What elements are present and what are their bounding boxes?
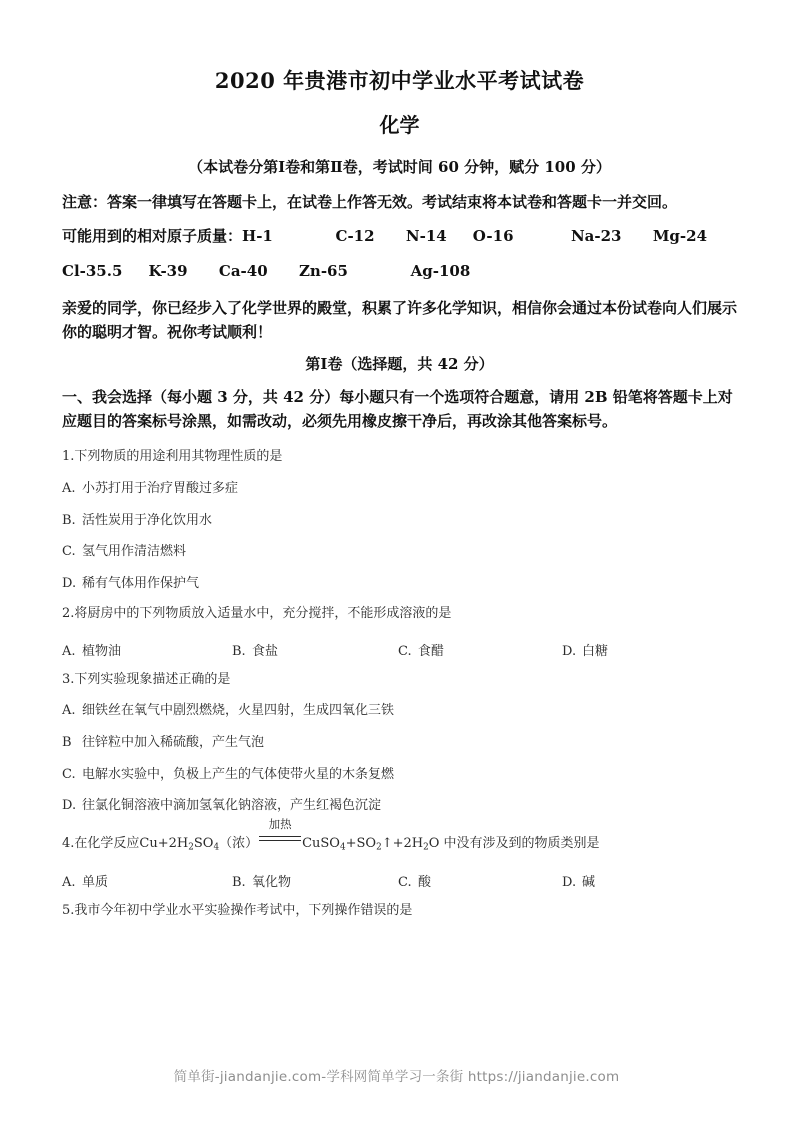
option-item[interactable] [562, 871, 595, 890]
notice-text: 注意：答案一律填写在答题卡上，在试卷上作答无效。考试结束将本试卷和答题卡一并交回。 [62, 193, 678, 212]
option-letter: C. [398, 874, 412, 890]
option-item[interactable] [62, 798, 737, 814]
option-list [62, 703, 737, 813]
option-item[interactable] [62, 703, 737, 719]
option-item[interactable] [62, 640, 121, 659]
option-letter: D. [562, 643, 577, 659]
option-item[interactable] [232, 871, 291, 890]
option-letter: D. [62, 575, 77, 591]
option-item[interactable] [398, 871, 431, 890]
page-title: 2020 年贵港市初中学业水平考试试卷 [214, 68, 585, 93]
option-text: 酸 [418, 874, 432, 890]
option-letter: B. [62, 512, 76, 528]
option-text: 稀有气体用作保护气 [82, 575, 200, 591]
option-text: 往锌粒中加入稀硫酸，产生气泡 [82, 735, 265, 751]
option-letter: C. [398, 643, 412, 659]
option-letter: B. [232, 874, 246, 890]
option-text: 小苏打用于治疗胃酸过多症 [82, 480, 239, 496]
option-item[interactable] [62, 544, 737, 560]
question-stem-with-equation [62, 816, 737, 853]
option-item[interactable] [62, 735, 737, 751]
section-heading: 第Ⅰ卷（选择题，共 42 分） [305, 354, 494, 373]
question-stem: 5.我市今年初中学业水平实验操作考试中，下列操作错误的是 [62, 902, 413, 918]
option-text: 氢气用作清洁燃料 [82, 544, 187, 560]
atomic-mass-label: 可能用到的相对原子质量： [62, 227, 243, 246]
option-letter: A. [62, 480, 76, 496]
equation-bar-top [259, 836, 301, 838]
option-letter: B [62, 735, 72, 751]
option-text: 氧化物 [252, 874, 292, 890]
atomic-mass-values-1: H-1 C-12 N-14 O-16 Na-23 Mg-24 [242, 227, 708, 246]
option-text: 白糖 [582, 643, 609, 659]
equation-products: $CuSO_4+SO_2↑+2H_2O$ [302, 835, 440, 853]
option-item[interactable] [62, 513, 737, 529]
option-letter: D. [62, 798, 77, 814]
option-item[interactable] [62, 871, 108, 890]
option-letter: D. [562, 874, 577, 890]
option-item[interactable] [62, 576, 737, 592]
equation-reactants: $Cu+2H_2SO_4$（浓） [139, 835, 259, 853]
page-content [62, 0, 737, 919]
option-text: 往氯化铜溶液中滴加氢氧化钠溶液，产生红褐色沉淀 [82, 798, 382, 814]
option-text: 食盐 [252, 643, 279, 659]
section-instructions: 一、我会选择（每小题 3 分，共 42 分）每小题只有一个选项符合题意，请用 2B 铅笔将答题卡上对应题目的答案标号涂黑，如需改动，必须先用橡皮擦干净后，再改涂其他答案标号。 [62, 387, 733, 431]
option-list [62, 481, 737, 591]
equation-bar-bottom [259, 840, 301, 842]
option-text: 植物油 [82, 643, 122, 659]
question-suffix: 中没有涉及到的物质类别是 [443, 835, 600, 851]
reaction-condition-label: 加热 [268, 816, 292, 831]
atomic-mass-line-1 [62, 228, 737, 245]
option-letter: A. [62, 874, 76, 890]
option-letter: C. [62, 544, 76, 560]
option-text: 活性炭用于净化饮用水 [82, 512, 213, 528]
option-text: 单质 [82, 874, 109, 890]
option-item[interactable] [232, 640, 278, 659]
reaction-condition-arrow-icon [259, 816, 301, 847]
option-item[interactable] [62, 481, 737, 497]
footer-watermark: 简单街-jiandanjie.com-学科网简单学习一条街 https://jiandanjie.com [173, 1069, 620, 1085]
option-letter: A. [62, 643, 76, 659]
option-letter: C. [62, 766, 76, 782]
greeting-paragraph: 亲爱的同学，你已经步入了化学世界的殿堂，积累了许多化学知识，相信你会通过本份试卷向人们展示你的聪明才智。祝你考试顺利！ [62, 298, 738, 342]
option-text: 电解水实验中，负极上产生的气体使带火星的木条复燃 [82, 766, 395, 782]
option-letter: A. [62, 703, 76, 719]
question-stem: 1.下列物质的用途利用其物理性质的是 [62, 449, 283, 465]
option-text: 细铁丝在氧气中剧烈燃烧，火星四射，生成四氧化三铁 [82, 703, 395, 719]
option-item[interactable] [562, 640, 608, 659]
option-row [62, 640, 737, 657]
option-text: 食醋 [418, 643, 445, 659]
exam-meta-line: （本试卷分第Ⅰ卷和第Ⅱ卷，考试时间 60 分钟，赋分 100 分） [188, 158, 611, 177]
option-letter: B. [232, 643, 246, 659]
option-row [62, 871, 737, 888]
question-prefix: 4.在化学反应 [62, 835, 140, 851]
option-text: 碱 [582, 874, 596, 890]
option-item[interactable] [398, 640, 444, 659]
subject-title: 化学 [379, 113, 420, 138]
question-stem: 2.将厨房中的下列物质放入适量水中，充分搅拌，不能形成溶液的是 [62, 606, 452, 622]
atomic-mass-line-2: Cl-35.5 K-39 Ca-40 Zn-65 Ag-108 [62, 261, 471, 280]
option-item[interactable] [62, 767, 737, 783]
question-stem: 3.下列实验现象描述正确的是 [62, 671, 231, 687]
